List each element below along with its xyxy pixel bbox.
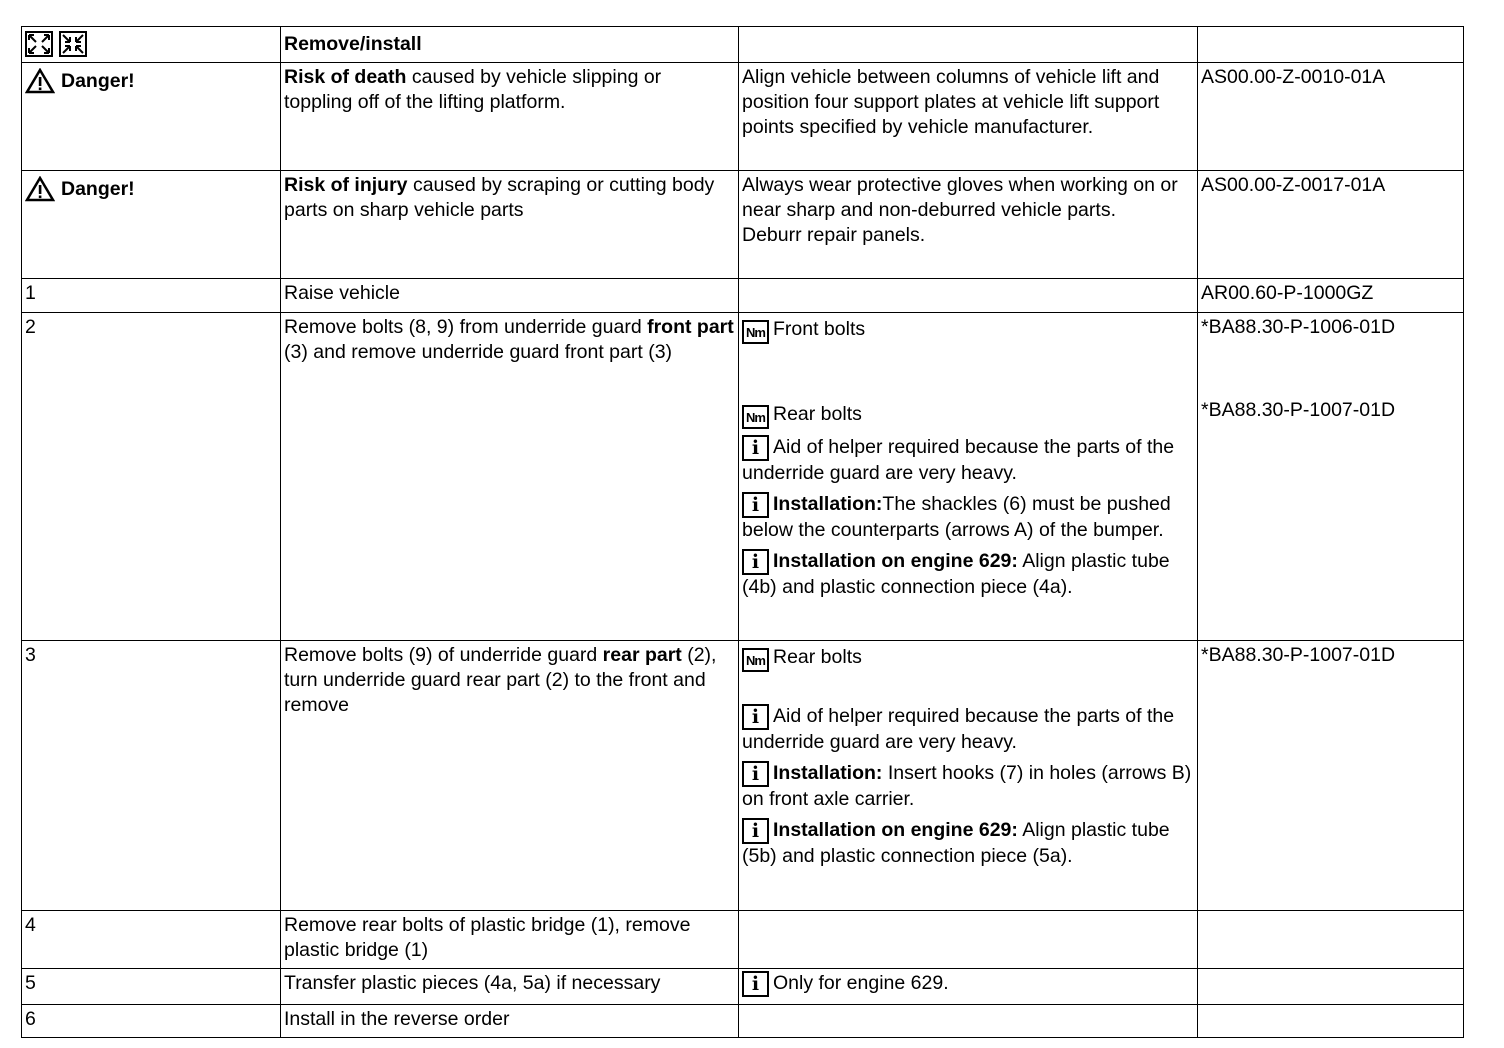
torque-spec: Nm Rear bolts — [742, 645, 1193, 672]
step-text: Remove bolts (9) of underride guard rear part (2), turn underride guard rear part (2) to the front and remove — [281, 641, 739, 911]
step-text: Raise vehicle — [281, 279, 739, 313]
info-icon: i — [742, 435, 769, 461]
info-note: i Installation:The shackles (6) must be pushed below the counterparts (arrows A) of the bumper. — [742, 493, 1171, 541]
header-icons-cell — [22, 27, 281, 63]
table-row — [22, 969, 1464, 1005]
danger-ref-link[interactable]: AS00.00-Z-0017-01A — [1198, 171, 1464, 279]
step-text: Remove rear bolts of plastic bridge (1), remove plastic bridge (1) — [281, 911, 739, 969]
step-ref-link[interactable]: *BA88.30-P-1007-01D — [1201, 399, 1396, 421]
expand-icon[interactable] — [25, 31, 53, 57]
header-title: Remove/install — [281, 27, 739, 63]
info-note: i Installation on engine 629: Align plastic tube (4b) and plastic connection piece (4a). — [742, 550, 1170, 598]
step-text: Transfer plastic pieces (4a, 5a) if necessary — [281, 969, 739, 1005]
table-row — [22, 279, 1464, 313]
danger-label: Danger! — [25, 173, 276, 202]
info-icon: i — [742, 818, 769, 844]
risk-measure: Always wear protective gloves when working on or near sharp and non-deburred vehicle parts. Deburr repair panels. — [739, 171, 1198, 279]
torque-icon: Nm — [742, 320, 769, 344]
step-number: 3 — [22, 641, 281, 911]
warning-triangle-icon — [25, 68, 55, 94]
table-header-row — [22, 27, 1464, 63]
step-ref-link[interactable]: *BA88.30-P-1006-01D — [1201, 316, 1396, 338]
danger-label: Danger! — [25, 65, 276, 94]
step-number: 4 — [22, 911, 281, 969]
torque-icon: Nm — [742, 648, 769, 672]
step-ref-link[interactable]: AR00.60-P-1000GZ — [1198, 279, 1464, 313]
table-row — [22, 641, 1464, 911]
danger-ref-link[interactable]: AS00.00-Z-0010-01A — [1198, 63, 1464, 171]
torque-spec: Nm Front bolts — [742, 317, 1193, 344]
risk-description: Risk of injury caused by scraping or cutting body parts on sharp vehicle parts — [281, 171, 739, 279]
step-text: Remove bolts (8, 9) from underride guard front part (3) and remove underride guard front part (3) — [281, 313, 739, 641]
torque-spec: Nm Rear bolts — [742, 402, 1193, 429]
info-note: i Installation: Insert hooks (7) in holes (arrows B) on front axle carrier. — [742, 762, 1192, 810]
step-number: 5 — [22, 969, 281, 1005]
info-icon: i — [742, 704, 769, 730]
table-row — [22, 1005, 1464, 1038]
step-ref-link[interactable]: *BA88.30-P-1007-01D — [1198, 641, 1464, 911]
table-row — [22, 313, 1464, 641]
info-icon: i — [742, 492, 769, 518]
step-number: 6 — [22, 1005, 281, 1038]
info-icon: i — [742, 971, 769, 997]
info-note: i Installation on engine 629: Align plastic tube (5b) and plastic connection piece (5a). — [742, 819, 1170, 867]
warning-triangle-icon — [25, 176, 55, 202]
risk-measure: Align vehicle between columns of vehicle lift and position four support plates at vehicle lift support points specified by vehicle manufacturer. — [739, 63, 1198, 171]
step-number: 1 — [22, 279, 281, 313]
step-text: Install in the reverse order — [281, 1005, 739, 1038]
danger-row — [22, 171, 1464, 279]
danger-row — [22, 63, 1464, 171]
risk-description: Risk of death caused by vehicle slipping or toppling off of the lifting platform. — [281, 63, 739, 171]
torque-icon: Nm — [742, 405, 769, 429]
info-note: i Aid of helper required because the parts of the underride guard are very heavy. — [742, 436, 1175, 484]
collapse-icon[interactable] — [59, 31, 87, 57]
info-note: i Only for engine 629. — [739, 969, 1198, 1005]
procedure-table — [21, 26, 1464, 1038]
table-row — [22, 911, 1464, 969]
step-number: 2 — [22, 313, 281, 641]
info-icon: i — [742, 549, 769, 575]
info-note: i Aid of helper required because the parts of the underride guard are very heavy. — [742, 705, 1175, 753]
info-icon: i — [742, 761, 769, 787]
